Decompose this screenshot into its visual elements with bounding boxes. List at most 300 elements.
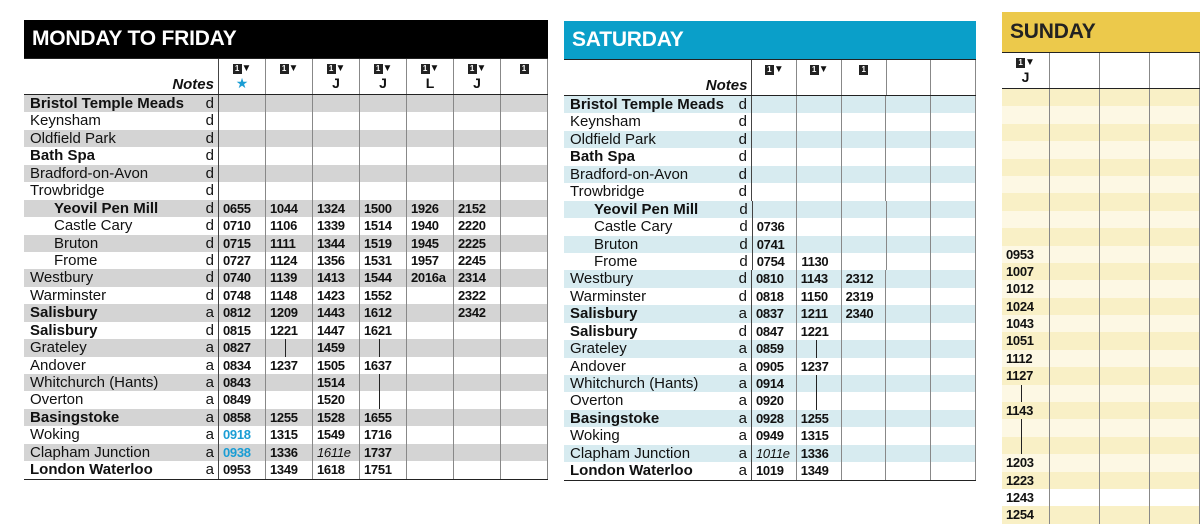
time-cell: 1150 (797, 288, 842, 305)
column-note: J (1021, 69, 1030, 85)
timetable-row (1002, 298, 1200, 315)
catering-icon: ▼ (773, 63, 784, 75)
time-cell (1100, 437, 1150, 454)
first-class-icon: 1 (468, 64, 477, 74)
timetable-row (1002, 211, 1200, 228)
time-cell (454, 165, 501, 182)
timetable-row (24, 357, 548, 374)
time-cell (266, 391, 313, 408)
time-cell (454, 322, 501, 339)
timetable-row (564, 323, 976, 340)
time-cell: 1011e (752, 445, 797, 462)
time-cell (1100, 159, 1150, 176)
station-name: Westbury (570, 270, 634, 288)
station-cell (24, 200, 219, 217)
time-cell (501, 95, 548, 112)
timetable-row (24, 130, 548, 147)
time-cell (501, 217, 548, 234)
first-class-icon: 1 (327, 64, 336, 74)
time-cell: 1544 (360, 269, 407, 286)
sun-panel (1002, 12, 1200, 523)
arr-dep-code: d (739, 200, 748, 218)
time-cell (886, 96, 931, 113)
station-cell (564, 375, 752, 392)
time-cell (1050, 402, 1100, 419)
time-cell: 0949 (752, 427, 797, 444)
timetable-row (564, 96, 976, 113)
time-cell: 1751 (360, 461, 407, 478)
arr-dep-code: d (738, 148, 747, 166)
timetable-row (1002, 159, 1200, 176)
time-cell (407, 461, 454, 478)
time-cell (1150, 141, 1200, 158)
station-name: Whitchurch (Hants) (570, 375, 699, 392)
station-name: Keynsham (30, 112, 101, 130)
station-name: Castle Cary (594, 218, 673, 236)
blank-symbol (931, 62, 975, 76)
time-cell: 1957 (407, 252, 454, 269)
time-cell: 0655 (219, 200, 266, 217)
notes-label: Notes (172, 76, 214, 93)
time-cell (1100, 472, 1150, 489)
timetable-row (1002, 193, 1200, 210)
time-cell: 1423 (313, 287, 360, 304)
time-cell (407, 95, 454, 112)
first-class-symbol (797, 62, 841, 76)
station-name: Bradford-on-Avon (570, 165, 689, 183)
station-cell (564, 113, 752, 130)
time-cell (886, 270, 931, 287)
time-cell (360, 165, 407, 182)
station-name: Warminster (30, 286, 107, 304)
arr-dep-code: d (205, 129, 214, 147)
time-cell (886, 445, 931, 462)
time-cell (266, 112, 313, 129)
time-cell (1002, 141, 1050, 158)
time-cell (266, 374, 313, 391)
time-cell: 1143 (1002, 402, 1050, 419)
time-cell (931, 288, 976, 305)
time-cell: 0810 (752, 270, 797, 287)
arr-dep-code: a (205, 391, 214, 409)
time-cell (1100, 211, 1150, 228)
column-header (797, 60, 842, 95)
timetable-row (24, 95, 548, 112)
station-name: Castle Cary (54, 217, 133, 235)
time-cell (931, 340, 976, 357)
time-cell (1050, 472, 1100, 489)
time-cell (842, 340, 887, 357)
arr-dep-code: d (205, 217, 214, 235)
time-cell (1100, 176, 1150, 193)
time-cell (1002, 437, 1050, 454)
time-cell (886, 462, 931, 479)
time-cell (1050, 315, 1100, 332)
time-cell: 1254 (1002, 506, 1050, 523)
arr-dep-code: d (739, 218, 748, 236)
time-cell (886, 183, 931, 200)
time-cell (1100, 454, 1150, 471)
time-cell (931, 218, 976, 235)
time-cell (266, 339, 313, 356)
time-cell (360, 182, 407, 199)
time-cell (360, 374, 407, 391)
time-cell: 1514 (313, 374, 360, 391)
time-cell (1002, 211, 1050, 228)
time-cell (753, 201, 798, 218)
time-cell (797, 113, 842, 130)
first-class-icon: 1 (374, 64, 383, 74)
arr-dep-code: a (738, 357, 747, 375)
time-cell: 0815 (219, 322, 266, 339)
time-cell (1002, 193, 1050, 210)
timetable-row (24, 444, 548, 461)
station-name: Yeovil Pen Mill (54, 199, 159, 217)
arr-dep-code: a (738, 340, 747, 358)
time-cell (407, 357, 454, 374)
station-name: Bristol Temple Meads (30, 95, 184, 112)
time-cell (797, 218, 842, 235)
timetable-row (24, 391, 548, 408)
station-cell (24, 287, 219, 304)
station-name: Clapham Junction (30, 443, 151, 461)
time-cell: 1443 (313, 304, 360, 321)
first-class-icon: 1 (1016, 58, 1025, 68)
timetable-row (24, 426, 548, 443)
time-cell (1150, 159, 1200, 176)
time-cell (842, 148, 887, 165)
timetable-row (564, 392, 976, 409)
arr-dep-code: d (205, 251, 214, 269)
time-cell: 1043 (1002, 315, 1050, 332)
time-cell: 1139 (266, 269, 313, 286)
station-cell (564, 427, 752, 444)
time-cell: 1130 (797, 253, 842, 270)
time-cell: 1349 (266, 461, 313, 478)
time-cell (501, 147, 548, 164)
arr-dep-code: d (738, 183, 747, 201)
time-cell (313, 130, 360, 147)
arr-dep-code: d (205, 182, 214, 200)
arr-dep-code: d (738, 113, 747, 131)
time-cell (1150, 350, 1200, 367)
column-header (1050, 53, 1100, 88)
timetable-row (1002, 402, 1200, 419)
station-name: Whitchurch (Hants) (30, 374, 159, 391)
time-cell (1050, 193, 1100, 210)
station-name: Andover (570, 357, 626, 375)
time-cell (219, 147, 266, 164)
station-name: Overton (570, 392, 624, 410)
time-cell: 1655 (360, 409, 407, 426)
arr-dep-code: a (738, 409, 747, 427)
arr-dep-code: d (205, 112, 214, 130)
time-cell: 2342 (454, 304, 501, 321)
station-cell (24, 252, 219, 269)
sun-title: SUNDAY (1002, 12, 1200, 52)
time-cell: 0736 (753, 218, 798, 235)
timetable-row (1002, 124, 1200, 141)
station-cell (24, 235, 219, 252)
time-cell (886, 323, 931, 340)
time-cell (219, 95, 266, 112)
station-cell (564, 96, 752, 113)
time-cell (266, 130, 313, 147)
time-cell: 1549 (313, 426, 360, 443)
time-cell (219, 182, 266, 199)
timetable-row (564, 288, 976, 305)
station-name: Woking (570, 427, 620, 445)
first-class-symbol (360, 61, 406, 75)
time-cell (1100, 228, 1150, 245)
arr-dep-code: d (205, 286, 214, 304)
station-name: Bath Spa (30, 147, 96, 165)
time-cell: 0741 (753, 236, 798, 253)
time-cell (501, 426, 548, 443)
arr-dep-code: d (739, 252, 748, 270)
time-cell (501, 461, 548, 478)
pass-through-line (1021, 437, 1022, 454)
time-cell: 0905 (752, 358, 797, 375)
first-class-icon: 1 (421, 64, 430, 74)
time-cell (931, 183, 976, 200)
time-cell: 1459 (313, 339, 360, 356)
time-cell: 2312 (842, 270, 887, 287)
arr-dep-code: a (205, 339, 214, 357)
column-note: J (332, 75, 340, 91)
station-cell (564, 323, 752, 340)
timetable-row (1002, 350, 1200, 367)
time-cell (454, 444, 501, 461)
time-cell (1050, 89, 1100, 106)
time-cell (797, 392, 842, 409)
time-cell (407, 130, 454, 147)
time-cell: 1356 (313, 252, 360, 269)
arr-dep-code: d (205, 269, 214, 287)
timetable-row (24, 322, 548, 339)
station-cell (564, 131, 752, 148)
arr-dep-code: a (205, 461, 214, 479)
time-cell (842, 392, 887, 409)
column-note: J (379, 75, 387, 91)
time-cell (752, 96, 797, 113)
time-cell (1150, 280, 1200, 297)
station-cell (564, 201, 753, 218)
station-cell (564, 183, 752, 200)
time-cell: 0818 (752, 288, 797, 305)
timetable-row (24, 374, 548, 391)
station-name: Bradford-on-Avon (30, 164, 149, 182)
time-cell (1100, 367, 1150, 384)
time-cell (1050, 280, 1100, 297)
first-class-icon: 1 (280, 64, 289, 74)
time-cell (886, 288, 931, 305)
timetable-row (24, 269, 548, 286)
time-cell: 1500 (360, 200, 407, 217)
time-cell (501, 444, 548, 461)
arr-dep-code: a (738, 427, 747, 445)
time-cell (454, 391, 501, 408)
time-cell (1150, 419, 1200, 436)
station-name: Salisbury (570, 305, 638, 323)
timetable-row (564, 236, 976, 253)
time-cell (842, 358, 887, 375)
timetable-row (1002, 280, 1200, 297)
timetable-row (564, 183, 976, 200)
time-cell (797, 96, 842, 113)
time-cell (797, 340, 842, 357)
station-cell (564, 305, 752, 322)
time-cell (501, 182, 548, 199)
time-cell: 1221 (797, 323, 842, 340)
station-name: Bruton (54, 234, 99, 252)
time-cell (842, 323, 887, 340)
time-cell: 1237 (797, 358, 842, 375)
time-cell: 0727 (219, 252, 266, 269)
arr-dep-code: a (205, 356, 214, 374)
time-cell (1150, 437, 1200, 454)
timetable-row (1002, 228, 1200, 245)
time-cell (797, 148, 842, 165)
time-cell (501, 269, 548, 286)
first-class-symbol (313, 61, 359, 75)
time-cell: 1940 (407, 217, 454, 234)
time-cell: 0740 (219, 269, 266, 286)
time-cell: 1336 (266, 444, 313, 461)
station-cell (564, 270, 752, 287)
timetable-row (1002, 419, 1200, 436)
time-cell: 1344 (313, 235, 360, 252)
time-cell (842, 427, 887, 444)
arr-dep-code: d (738, 96, 747, 113)
time-cell (1050, 228, 1100, 245)
time-cell (842, 166, 887, 183)
time-cell (360, 112, 407, 129)
time-cell: 0938 (219, 444, 266, 461)
station-cell (24, 461, 219, 478)
time-cell (454, 130, 501, 147)
station-cell (24, 304, 219, 321)
time-cell (1100, 332, 1150, 349)
time-cell (454, 182, 501, 199)
time-cell: 1611e (313, 444, 360, 461)
time-cell: 1528 (313, 409, 360, 426)
time-cell (407, 391, 454, 408)
time-cell (1150, 176, 1200, 193)
time-cell (931, 427, 976, 444)
arr-dep-code: d (205, 234, 214, 252)
time-cell: 0953 (1002, 246, 1050, 263)
first-class-symbol (454, 61, 500, 75)
time-cell (1050, 437, 1100, 454)
time-cell (1100, 89, 1150, 106)
time-cell (266, 165, 313, 182)
time-cell: 1637 (360, 357, 407, 374)
station-cell (564, 236, 753, 253)
time-cell: 1237 (266, 357, 313, 374)
time-cell (797, 183, 842, 200)
time-cell: 0710 (219, 217, 266, 234)
time-cell: 2314 (454, 269, 501, 286)
time-cell (1150, 124, 1200, 141)
time-cell (1100, 402, 1150, 419)
time-cell (360, 147, 407, 164)
time-cell (1150, 89, 1200, 106)
time-cell (501, 112, 548, 129)
timetable-row (1002, 506, 1200, 523)
timetable-row (1002, 472, 1200, 489)
time-cell (886, 427, 931, 444)
time-cell (842, 375, 887, 392)
time-cell: 1945 (407, 235, 454, 252)
first-class-symbol (219, 61, 265, 75)
time-cell (266, 182, 313, 199)
time-cell (1050, 159, 1100, 176)
time-cell: 0918 (219, 426, 266, 443)
time-cell (407, 112, 454, 129)
time-cell (1150, 298, 1200, 315)
time-cell (1100, 263, 1150, 280)
time-cell: 1621 (360, 322, 407, 339)
station-name: Basingstoke (570, 409, 660, 427)
time-cell: 0859 (752, 340, 797, 357)
time-cell (842, 201, 887, 218)
column-note: ★ (235, 75, 249, 91)
station-name: Frome (54, 251, 98, 269)
arr-dep-code: a (205, 408, 214, 426)
time-cell: 1315 (797, 427, 842, 444)
time-cell: 0858 (219, 409, 266, 426)
timetable-row (1002, 454, 1200, 471)
time-cell (1150, 472, 1200, 489)
time-cell: 2225 (454, 235, 501, 252)
time-cell (931, 410, 976, 427)
time-cell: 1211 (797, 305, 842, 322)
timetable-row (24, 461, 548, 478)
timetable-row (24, 304, 548, 321)
station-cell (24, 130, 219, 147)
blank-symbol (1050, 55, 1099, 69)
station-name: Warminster (570, 287, 647, 305)
station-cell (564, 253, 753, 270)
station-cell (24, 269, 219, 286)
pass-through-line (379, 374, 380, 391)
time-cell: 1019 (752, 462, 797, 479)
timetable-row (24, 112, 548, 129)
first-class-symbol (501, 61, 547, 75)
arr-dep-code: d (205, 199, 214, 217)
time-cell (931, 305, 976, 322)
time-cell (454, 95, 501, 112)
time-cell: 1255 (266, 409, 313, 426)
time-cell (266, 95, 313, 112)
time-cell (313, 112, 360, 129)
arr-dep-code: a (738, 462, 747, 480)
time-cell (313, 165, 360, 182)
arr-dep-code: a (738, 392, 747, 410)
column-header (1150, 53, 1200, 88)
time-cell (931, 392, 976, 409)
timetable-row (1002, 263, 1200, 280)
station-cell (24, 374, 219, 391)
time-cell (886, 305, 931, 322)
time-cell: 1112 (1002, 350, 1050, 367)
time-cell (1050, 419, 1100, 436)
column-header (219, 59, 266, 94)
time-cell (842, 445, 887, 462)
column-header (1002, 53, 1050, 88)
time-cell: 2016a (407, 269, 454, 286)
